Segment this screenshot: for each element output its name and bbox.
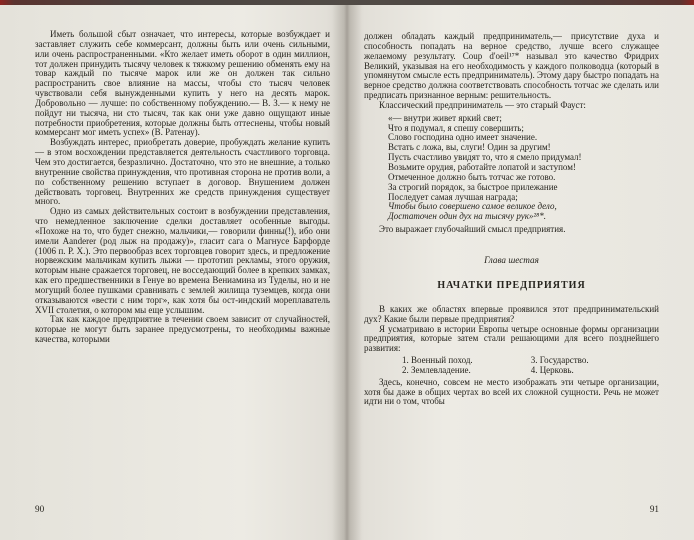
paragraph-four-forms: Я усматриваю в истории Европы четыре основные формы организации предприятия, которые затем стали решающими для всего позднейшего развития: xyxy=(364,323,659,354)
faust-poem xyxy=(388,114,659,222)
forms-item: 2. Землевладение. xyxy=(402,364,471,375)
chapter-heading xyxy=(364,255,659,291)
forms-item: 3. Государство. xyxy=(530,355,589,366)
chapter-label: Глава шестая xyxy=(484,254,539,265)
forms-column-2 xyxy=(531,356,589,376)
page-number-left: 90 xyxy=(35,504,45,514)
poem-line: Отмеченное должно быть тотчас же готово. xyxy=(388,171,556,182)
forms-column-1 xyxy=(402,356,473,376)
paragraph-qualities: Так как каждое предприятие в течении своем зависит от случайностей, которые не могут быть заранее предусмотрены, то необходимы важные качества, которыми xyxy=(35,314,330,345)
poem-line: Слово господина одно имеет значение. xyxy=(388,132,538,143)
poem-line: Встать с ложа, вы, слуги! Один за другим! xyxy=(388,142,551,153)
poem-line: Пусть счастливо увидят то, что я смело придумал! xyxy=(388,152,582,163)
poem-line: «— внутри живет яркий свет; xyxy=(388,112,502,123)
poem-line: Чтобы было совершено самое великое дело, xyxy=(388,201,557,212)
poem-line: За строгий порядок, за быстрое прилежание xyxy=(388,181,558,192)
book-cover-edge xyxy=(0,0,694,5)
paragraph-continuation: должен обладать каждый предприниматель,— присутствие духа и способность попадать на верное средство, лучше всего служащее желаемому результату. Coup d'oeil¹⁷* называл это качество Фридрих Великий, указывая на его необходимость у каждого полководца (который в упомянутом смысле есть предприниматель). Этому дару быстро попадать на верное средство должна соответствовать способность тотчас же сделать или предписать признанное верным: решительность. xyxy=(364,31,659,101)
page-number-right: 91 xyxy=(649,504,659,514)
paragraph-question: В каких же областях впервые проявился этот предпринимательский дух? Какие были первые предприятия? xyxy=(364,303,659,324)
forms-item: 1. Военный поход. xyxy=(402,355,473,366)
paragraph-sales: Иметь большой сбыт означает, что интересы, которые возбуждает и заставляет служить себе коммерсант, должны быть или очень сильными, или очень распространенными. «Кто желает иметь оборот в один миллион, тот должен принудить тысячу человек к тяжкому решению обменять ему на товар каждый по тысяче марок или же он должен так сильно распространить свое влияние на массы, чтобы сто тысяч человек чувствовали себя вынужденными купить у него на десять марок. Добровольно — лучше: по собственному побуждению.— В. З.— к нему не пойдут ни тысяча, ни сто тысяч, так как они уже давно ощущают иные потребности приобретения, которые должны быть оттеснены, чтобы новый коммерсант мог иметь успех» (В. Ратенау). xyxy=(35,29,330,138)
poem-line: Последует самая лучшая награда; xyxy=(388,191,518,202)
paragraph-after-poem: Это выражает глубочайший смысл предприятия. xyxy=(379,224,566,235)
forms-list xyxy=(402,356,659,376)
forms-item: 4. Церковь. xyxy=(530,364,574,375)
chapter-title: НАЧАТКИ ПРЕДПРИЯТИЯ xyxy=(437,279,586,291)
paragraph-last: Здесь, конечно, совсем не место изображать эти четыре организации, хотя бы даже в общих чертах во всей их сложной сущности. Речь не может идти ни о том, чтобы xyxy=(364,376,659,407)
poem-line: Что я подумал, я спешу совершить; xyxy=(388,122,524,133)
paragraph-classic-entrepreneur: Классический предприниматель — это старый Фауст: xyxy=(379,99,586,110)
paragraph-interest: Возбуждать интерес, приобретать доверие, пробуждать желание купить — в этом восхождении представляется деятельность счастливого торговца. Чем это достигается, безразлично. Достаточно, что это не внешние, а только внутренние свойства принуждения, что противная сторона не против воли, а по собственному решению вступает в договор. Внушением должен действовать торговец. Внутренних же средств принуждения существует много. xyxy=(35,137,330,207)
paragraph-saga: Одно из самых действительных состоит в возбуждении представления, что немедленное заключение сделки доставляет особенные выгоды. «Похоже на то, что будет снежно, мальчики,— говорили финны(!), ибо они имели Aanderer (род лыж на продажу)», гласит сага о Магнусе Барфорде (1006 п. Р. Х.). Это первообраз всех торговцев говорит здесь, и предложение норвежским мальчикам купить лыжи — прототип рекламы, этого оружия, которым ныне сражается торговец, не восседающий более в крепких замках, как его предшественники в Генуе во времена Вениамина из Туделы, но и не могущий более пушками сравнивать с землей жилища туземцев, когда они отказываются «вести с ним торг», как хотя бы ост-индский мореплаватель XVII столетия, о котором мы еще услышим. xyxy=(35,206,330,315)
page-right xyxy=(347,0,694,540)
poem-line: Достаточен один дух на тысячу рук»²⁸*. xyxy=(388,211,546,222)
poem-line: Возьмите орудия, работайте лопатой и заступом! xyxy=(388,161,576,172)
